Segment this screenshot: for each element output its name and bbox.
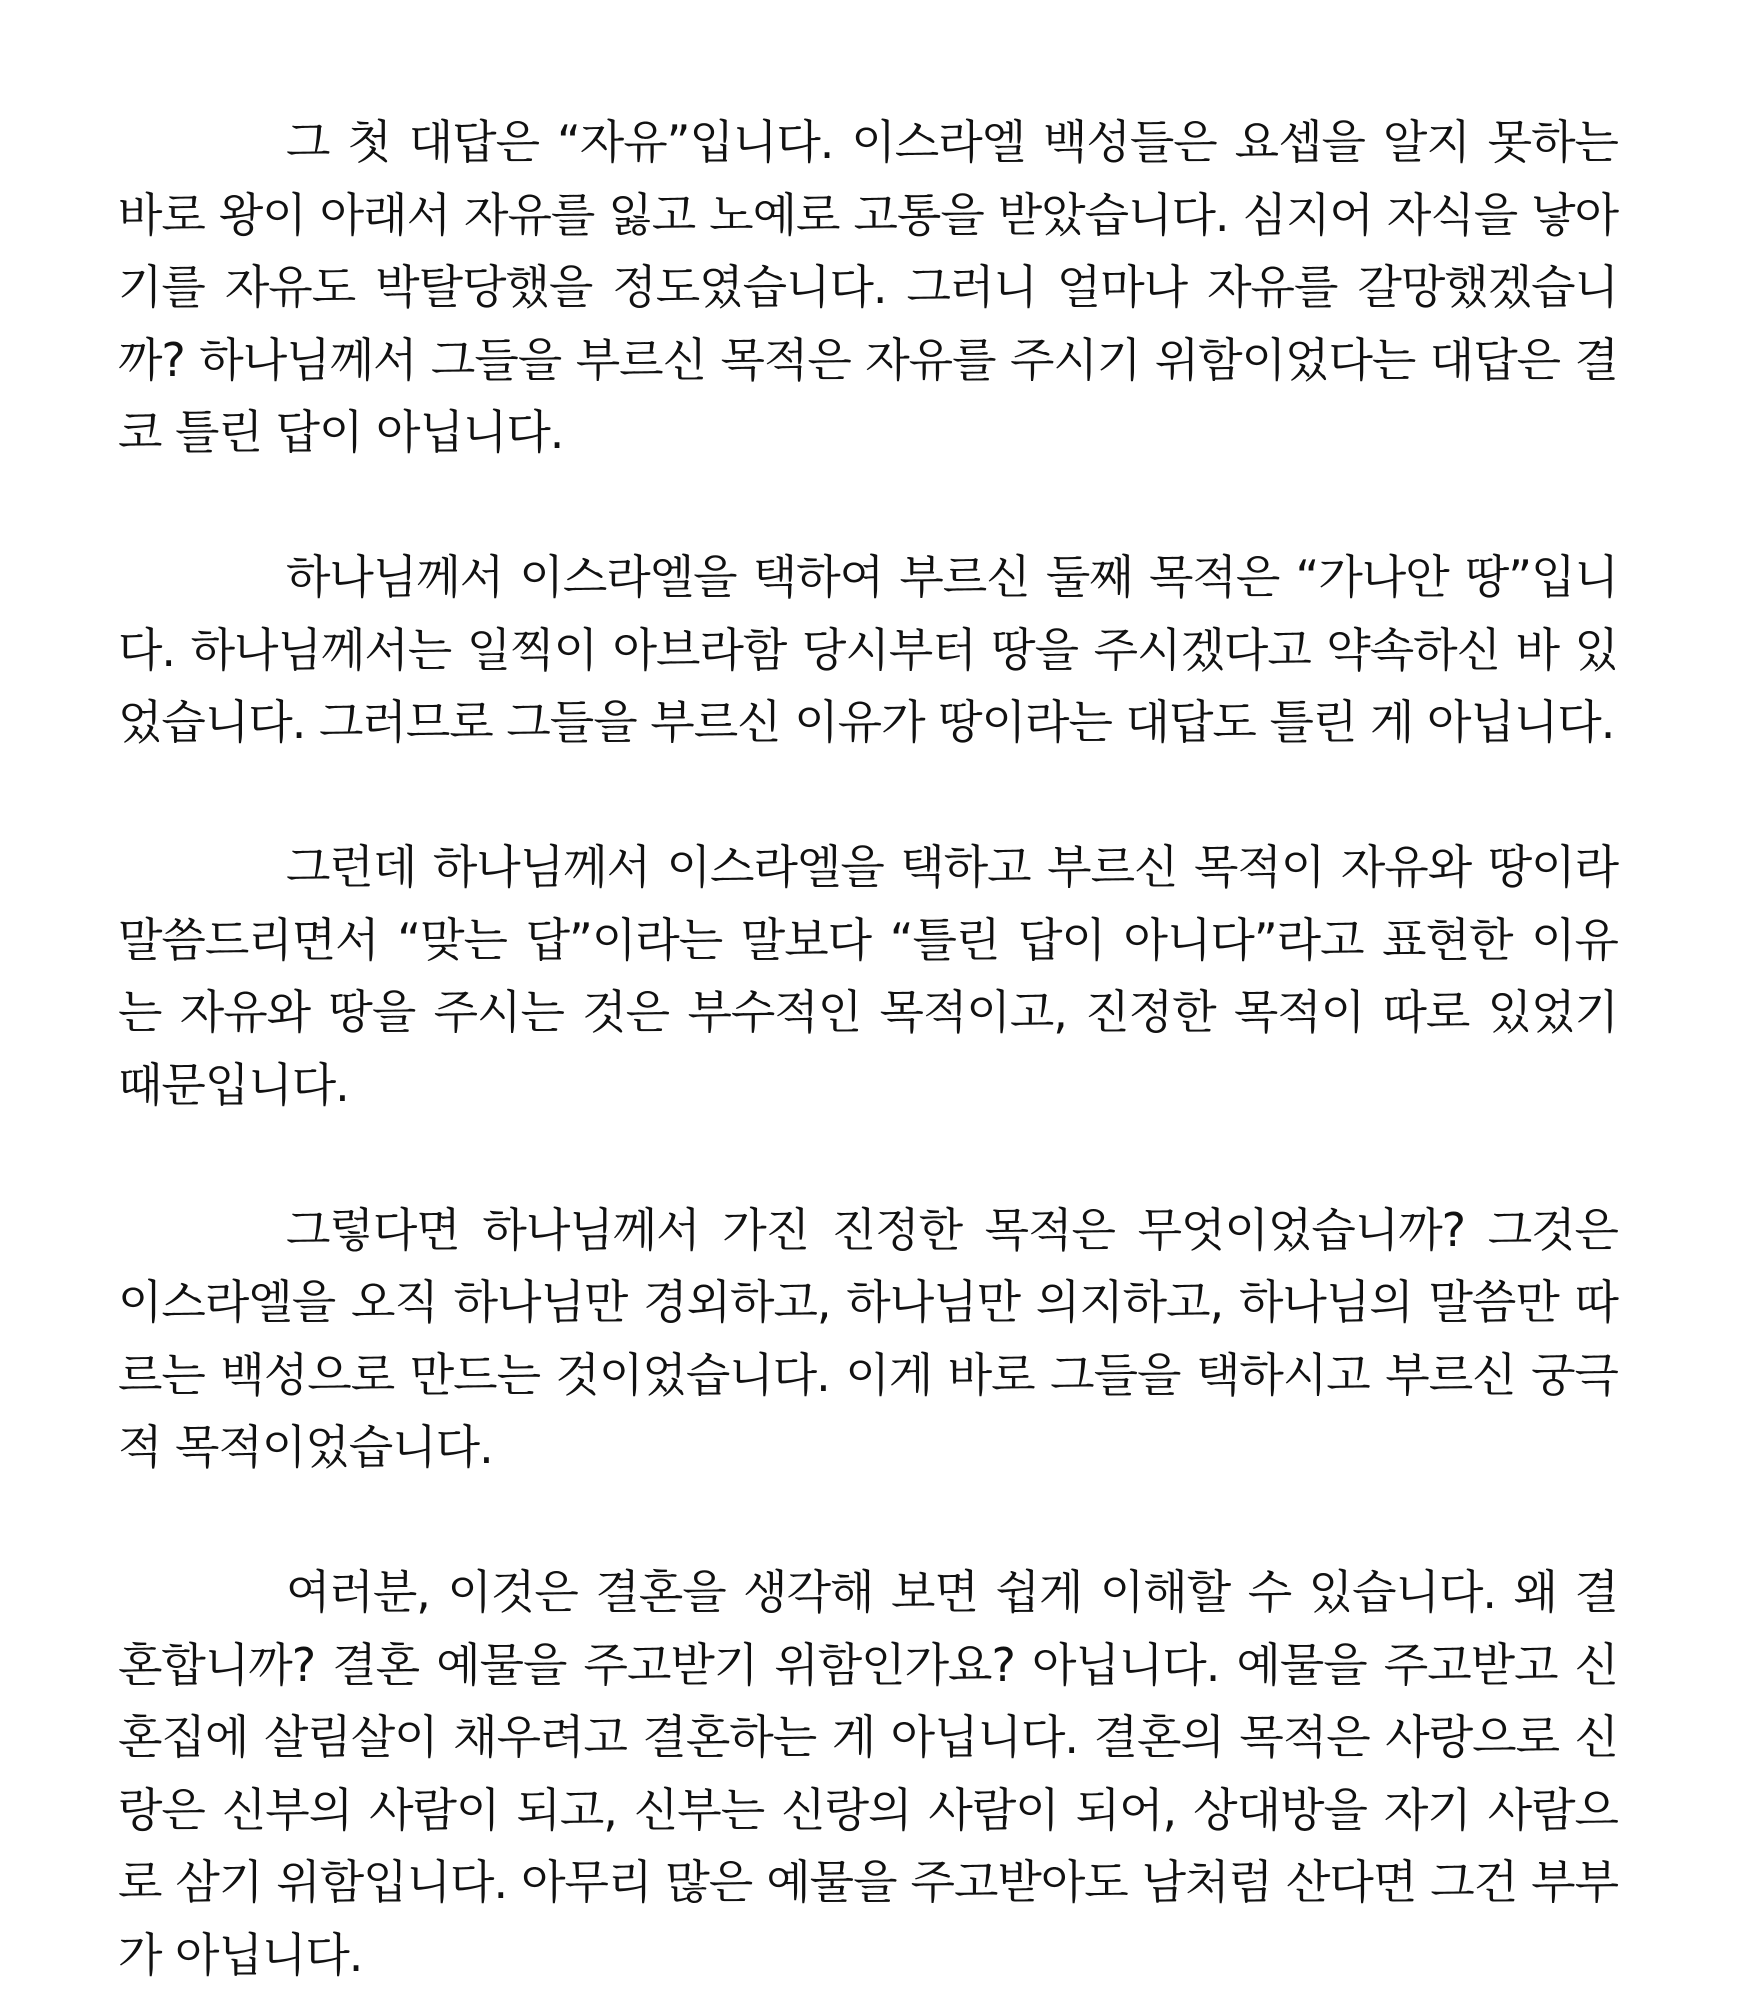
document-page — [118, 106, 1618, 1991]
paragraph-true-purpose: 그렇다면 하나님께서 가진 진정한 목적은 무엇이었습니까? 그것은 이스라엘을 오직 하나님만 경외하고, 하나님만 의지하고, 하나님의 말씀만 따르는 백성으로 만드는 것이었습니다. 이게 바로 그들을 택하시고 부르신 궁극적 목적이었습니다. — [118, 1202, 1618, 1474]
paragraph-secondary-purpose: 그런데 하나님께서 이스라엘을 택하고 부르신 목적이 자유와 땅이라 말씀드리면서 “맞는 답”이라는 말보다 “틀린 답이 아니다”라고 표현한 이유는 자유와 땅을 주시는 것은 부수적인 목적이고, 진정한 목적이 따로 있었기 때문입니다. — [118, 840, 1619, 1112]
paragraph-marriage-analogy: 여러분, 이것은 결혼을 생각해 보면 쉽게 이해할 수 있습니다. 왜 결혼합니까? 결혼 예물을 주고받기 위함인가요? 아닙니다. 예물을 주고받고 신혼집에 살림살이 채우려고 결혼하는 게 아닙니다. 결혼의 목적은 사랑으로 신랑은 신부의 사람이 되고, 신부는 신랑의 사람이 되어, 상대방을 자기 사람으로 삼기 위함입니다. 아무리 많은 예물을 주고받아도 남처럼 산다면 그건 부부가 아닙니다. — [118, 1565, 1618, 1982]
paragraph-canaan-land: 하나님께서 이스라엘을 택하여 부르신 둘째 목적은 “가나안 땅”입니다. 하나님께서는 일찍이 아브라함 당시부터 땅을 주시겠다고 약속하신 바 있었습니다. 그러므로 그들을 부르신 이유가 땅이라는 대답도 틀린 게 아닙니다. — [118, 550, 1618, 749]
paragraph-freedom: 그 첫 대답은 “자유”입니다. 이스라엘 백성들은 요셉을 알지 못하는 바로 왕이 아래서 자유를 잃고 노예로 고통을 받았습니다. 심지어 자식을 낳아 기를 자유도 박탈당했을 정도였습니다. 그러니 얼마나 자유를 갈망했겠습니까? 하나님께서 그들을 부르신 목적은 자유를 주시기 위함이었다는 대답은 결코 틀린 답이 아닙니다. — [118, 115, 1618, 459]
